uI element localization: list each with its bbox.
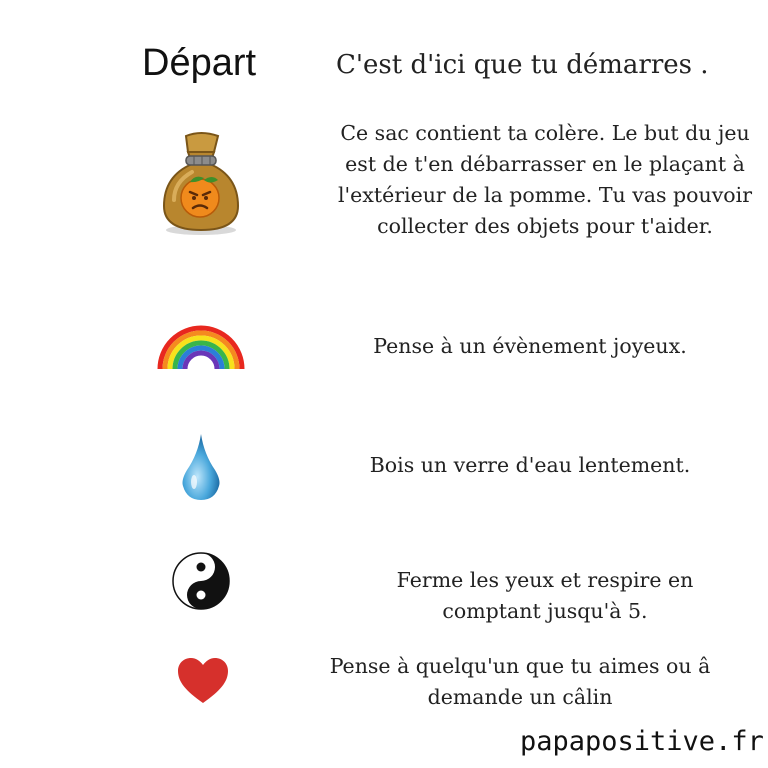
step-text-heart: Pense à quelqu'un que tu aimes ou â demande un câlin bbox=[329, 654, 711, 709]
step-text-water-drop: Bois un verre d'eau lentement. bbox=[369, 453, 691, 477]
anger-bag-icon bbox=[160, 130, 242, 236]
step-text-anger-bag: Ce sac contient ta colère. Le but du jeu est de t'en débarrasser en le plaçant à l'extérieur de la pomme. Tu vas pouvoir collecter des objets pour t'aider. bbox=[337, 121, 752, 238]
page-title: Départ bbox=[142, 42, 257, 84]
site-url: papapositive.fr bbox=[520, 726, 764, 757]
yin-yang-icon bbox=[171, 551, 231, 611]
rainbow-icon bbox=[154, 321, 248, 371]
step-text-rainbow: Pense à un évènement joyeux. bbox=[373, 334, 687, 358]
heart-icon bbox=[176, 657, 230, 705]
intro-text: C'est d'ici que tu démarres . bbox=[336, 50, 709, 80]
water-drop-icon bbox=[181, 432, 221, 502]
step-text-yin-yang: Ferme les yeux et respire en comptant jusqu'à 5. bbox=[396, 568, 694, 623]
